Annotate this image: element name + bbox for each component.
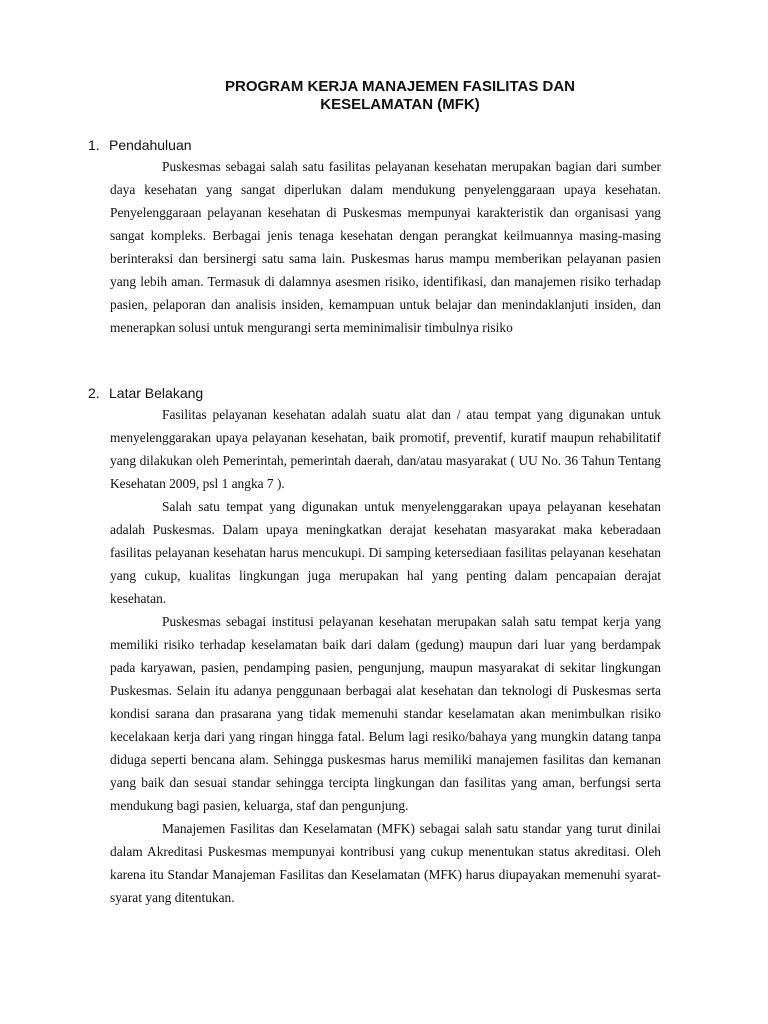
paragraph: Salah satu tempat yang digunakan untuk menyelenggarakan upaya pelayanan kesehatan adalah Puskesmas. Dalam upaya meningkatkan derajat kesehatan masyarakat maka keberadaan fasilitas pelayanan kesehatan harus mencukupi. Di samping ketersediaan fasilitas pelayanan kesehatan yang cukup, kualitas lingkungan juga merupakan hal yang penting dalam pencapaian derajat kesehatan. [110, 499, 661, 606]
section-number: 1. [88, 137, 100, 153]
section-title: Latar Belakang [109, 385, 204, 401]
title-line-2: KESELAMATAN (MFK) [320, 96, 480, 113]
section-heading-pendahuluan [88, 136, 192, 154]
title-line-1: PROGRAM KERJA MANAJEMEN FASILITAS DAN [224, 78, 576, 95]
paragraph: Puskesmas sebagai institusi pelayanan kesehatan merupakan salah satu tempat kerja yang memiliki risiko terhadap keselamatan baik dari dalam (gedung) maupun dari luar yang berdampak pada karyawan, pasien, pendamping pasien, pengunjung, maupun masyarakat di sekitar lingkungan Puskesmas. Selain itu adanya penggunaan berbagai alat kesehatan dan teknologi di Puskesmas serta kondisi sarana dan prasarana yang tidak memenuhi standar keselamatan akan menimbulkan risiko kecelakaan kerja dari yang ringan hingga fatal. Belum lagi resiko/bahaya yang mungkin datang tanpa diduga seperti bencana alam. Sehingga puskesmas harus memiliki manajemen fasilitas dan kemanan yang baik dan sesuai standar sehingga tercipta lingkungan dan fasilitas yang aman, berfungsi serta mendukung bagi pasien, keluarga, staf dan pengunjung. [110, 614, 661, 813]
document-title [80, 78, 720, 114]
section-title: Pendahuluan [109, 137, 192, 153]
paragraph: Puskesmas sebagai salah satu fasilitas pelayanan kesehatan merupakan bagian dari sumber daya kesehatan yang sangat diperlukan dalam mendukung penyelenggaraan upaya kesehatan. Penyelenggaraan pelayanan kesehatan di Puskesmas mempunyai karakteristik dan organisasi yang sangat kompleks. Berbagai jenis tenaga kesehatan dengan perangkat keilmuannya masing-masing berinteraksi dan bersinergi satu sama lain. Puskesmas harus mampu memberikan pelayanan pasien yang lebih aman. Termasuk di dalamnya asesmen risiko, identifikasi, dan manajemen risiko terhadap pasien, pelaporan dan analisis insiden, kemampuan untuk belajar dan menindaklanjuti insiden, dan menerapkan solusi untuk mengurangi serta meminimalisir timbulnya risiko [110, 159, 661, 335]
section-body-latar-belakang [110, 403, 661, 909]
section-number: 2. [88, 385, 100, 401]
section-heading-latar-belakang [88, 384, 203, 402]
paragraph: Fasilitas pelayanan kesehatan adalah suatu alat dan / atau tempat yang digunakan untuk menyelenggarakan upaya pelayanan kesehatan, baik promotif, preventif, kuratif maupun rehabilitatif yang dilakukan oleh Pemerintah, pemerintah daerah, dan/atau masyarakat ( UU No. 36 Tahun Tentang Kesehatan 2009, psl 1 angka 7 ). [110, 407, 661, 491]
section-body-pendahuluan [110, 155, 661, 339]
paragraph: Manajemen Fasilitas dan Keselamatan (MFK) sebagai salah satu standar yang turut dinilai dalam Akreditasi Puskesmas mempunyai kontribusi yang cukup menentukan status akreditasi. Oleh karena itu Standar Manajeman Fasilitas dan Keselamatan (MFK) harus diupayakan memenuhi syarat-syarat yang ditentukan. [110, 821, 661, 905]
